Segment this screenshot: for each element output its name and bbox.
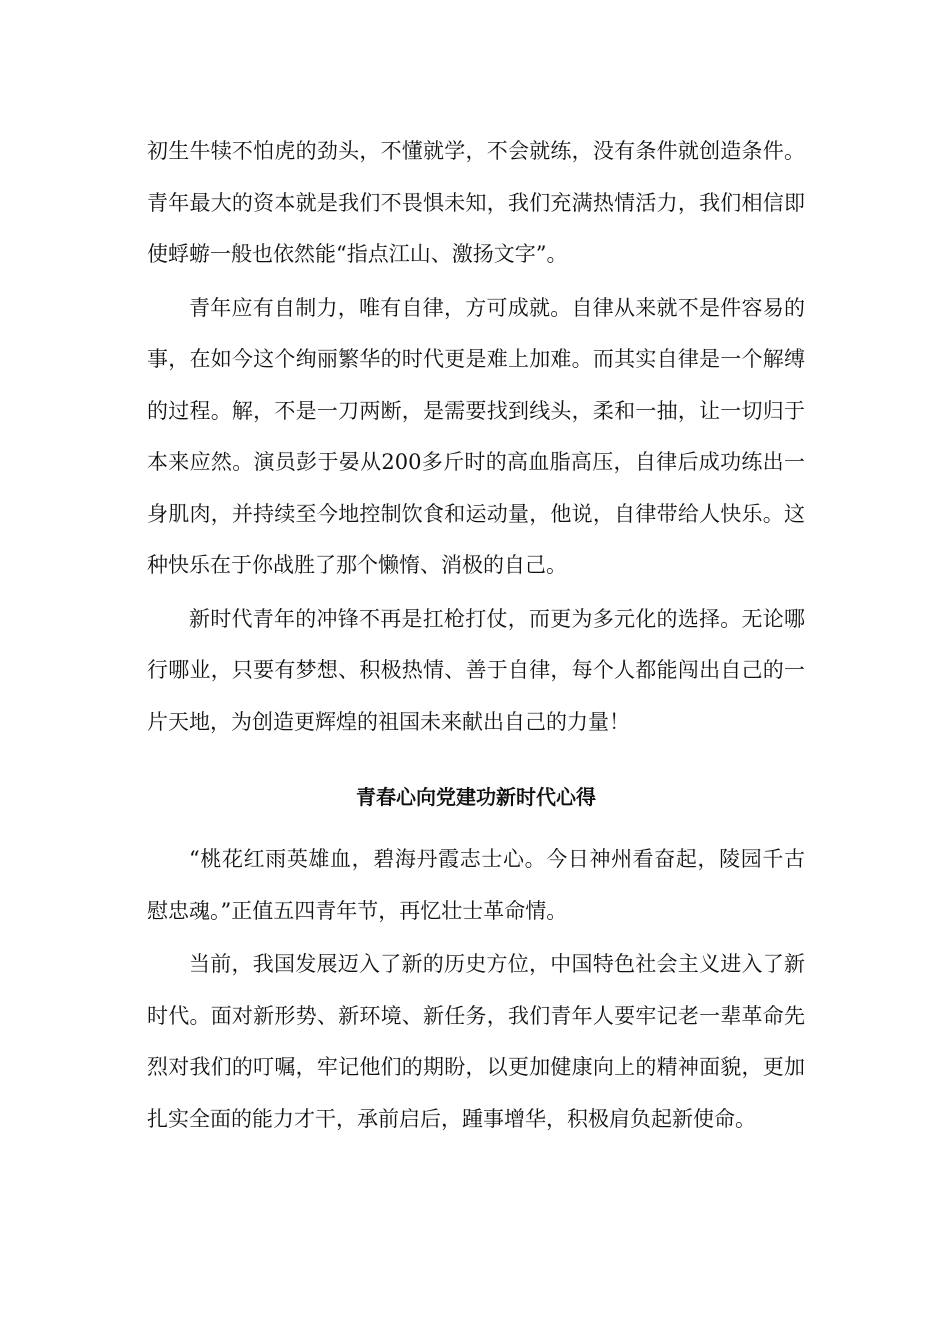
paragraph-5: 当前，我国发展迈入了新的历史方位，中国特色社会主义进入了新时代。面对新形势、新环境、新任务，我们青年人要牢记老一辈革命先烈对我们的叮嘱，牢记他们的期盼，以更加健康向上的精神面貌，更加扎实全面的能力才干，承前启后，踵事增华，积极肩负起新使命。	[147, 952, 805, 1131]
paragraph-3: 新时代青年的冲锋不再是扛枪打仗，而更为多元化的选择。无论哪行哪业，只要有梦想、积极热情、善于自律，每个人都能闯出自己的一片天地，为创造更辉煌的祖国未来献出自己的力量！	[147, 606, 805, 734]
paragraph-4: “桃花红雨英雄血，碧海丹霞志士心。今日神州看奋起，陵园千古慰忠魂。”正值五四青年节，再忆壮士革命情。	[147, 847, 805, 923]
section-title: 青春心向党建功新时代心得	[356, 785, 596, 809]
paragraph-2: 青年应有自制力，唯有自律，方可成就。自律从来就不是件容易的事，在如今这个绚丽繁华的时代更是难上加难。而其实自律是一个解缚的过程。解，不是一刀两断，是需要找到线头，柔和一抽，让一切归于本来应然。演员彭于晏从200多斤时的高血脂高压，自律后成功练出一身肌肉，并持续至今地控制饮食和运动量，他说，自律带给人快乐。这种快乐在于你战胜了那个懒惰、消极的自己。	[147, 295, 805, 577]
body-text-bottom	[147, 834, 805, 1145]
paragraph-1: 初生牛犊不怕虎的劲头，不懂就学，不会就练，没有条件就创造条件。青年最大的资本就是我们不畏惧未知，我们充满热情活力，我们相信即使蜉蝣一般也依然能“指点江山、激扬文字”。	[147, 139, 805, 266]
body-text-top	[147, 126, 805, 748]
